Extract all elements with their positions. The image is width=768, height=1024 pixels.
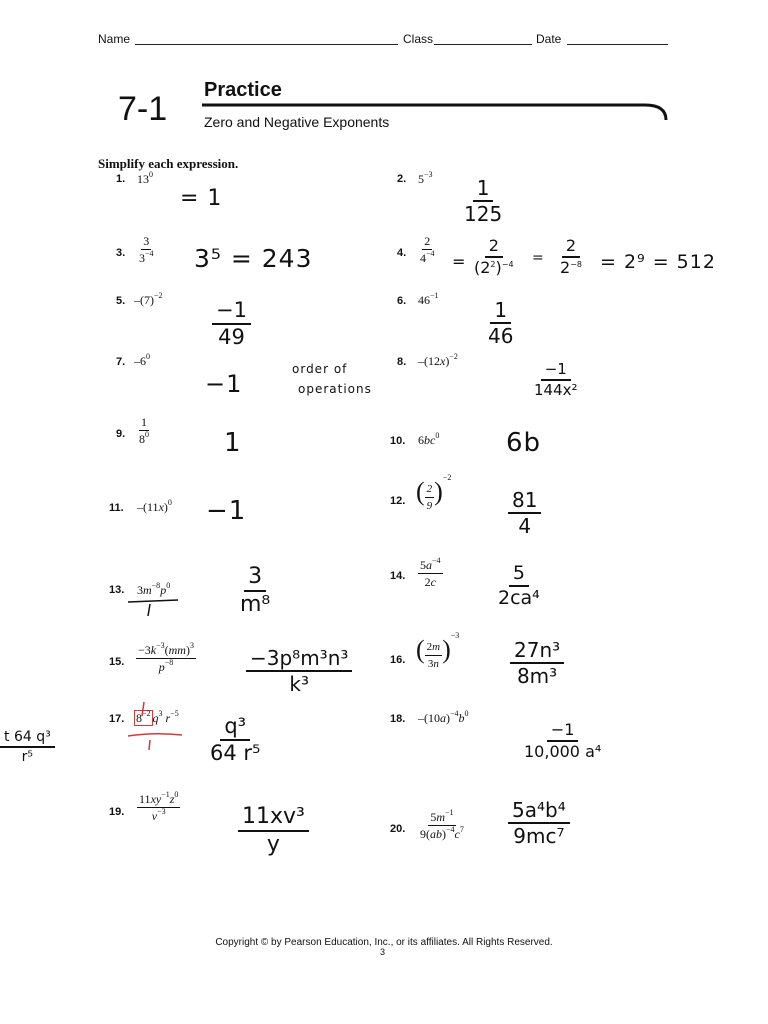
circled-term: $8^{-2}$ (136, 709, 151, 725)
problem-expression: ( $\frac{2m}{3n}$ )$^{-3}$ (416, 631, 460, 670)
answer-denominator: 64 r⁵ (210, 741, 261, 765)
date-label: Date (536, 32, 562, 46)
problem-number: 19. (109, 806, 125, 818)
handwritten-step: $\frac{2}{2^{-8}}$ (560, 236, 582, 277)
problem-expression: $\frac{11xy^{-1}z^0}{v^{-3}}$ (139, 790, 179, 823)
class-label: Class (403, 32, 434, 46)
handwritten-answer: 1 (224, 428, 242, 458)
answer-numerator: 81 (508, 490, 541, 514)
problem-expression: $-(11x)^0$ (137, 498, 172, 514)
problem-number: 5. (116, 295, 126, 307)
equals-sign: = (532, 250, 545, 266)
answer-denominator: m⁸ (240, 592, 271, 617)
problem-expression: ( $\frac{2}{9}$ )$^{-2}$ (416, 473, 452, 512)
problem-expression: $\frac{1}{8^0}$ (139, 415, 149, 446)
answer-denominator: 49 (218, 325, 245, 349)
problem-expression: $46^{-1}$ (418, 291, 439, 307)
red-correction-marks (126, 700, 188, 752)
handwritten-answer (238, 806, 309, 856)
handwritten-answer: = 2⁹ = 512 (600, 251, 716, 273)
problem-number: 1. (116, 173, 126, 185)
problem-number: 9. (116, 428, 126, 440)
answer-numerator: 3 (244, 566, 266, 592)
copyright-footer: Copyright © by Pearson Education, Inc., or its affiliates. All Rights Reserved. (215, 937, 553, 948)
handwritten-answer (484, 300, 517, 346)
answer-denominator: 10,000 a⁴ (524, 742, 602, 761)
handwritten-step: $\frac{2}{(2^2)^{-4}}$ (474, 236, 514, 277)
handwritten-answer (520, 722, 605, 760)
problem-number: 6. (397, 295, 407, 307)
problem-number: 15. (109, 656, 125, 668)
problem-number: 16. (390, 654, 406, 666)
instructions: Simplify each expression. (98, 156, 239, 171)
margin-denominator: r⁵ (21, 749, 34, 765)
problem-number: 10. (390, 435, 406, 447)
answer-denominator: 46 (488, 324, 514, 348)
problem-expression: $6bc^0$ (418, 431, 440, 447)
class-line (434, 44, 532, 45)
answer-numerator: −1 (547, 722, 579, 742)
problem-number: 20. (390, 823, 406, 835)
lesson-title: Practice (204, 79, 282, 101)
equals-sign: = (452, 252, 467, 271)
handwritten-answer (508, 800, 570, 846)
handwritten-answer (460, 178, 506, 224)
answer-numerator: q³ (220, 716, 250, 741)
problem-expression: $3m^{-8}p^0$ (137, 581, 171, 597)
problem-expression: $-(12x)^{-2}$ (418, 352, 458, 368)
problem-number: 7. (116, 356, 126, 368)
problem-number: 3. (116, 247, 126, 259)
handwritten-answer: −1 (206, 496, 247, 526)
handwritten-answer (510, 640, 564, 686)
answer-numerator: 1 (490, 300, 511, 324)
date-line (567, 44, 668, 45)
handwritten-answer: 6b (506, 428, 542, 458)
answer-denominator: 144x² (534, 381, 578, 399)
problem-number: 18. (390, 713, 406, 725)
answer-numerator: 5 (509, 564, 529, 587)
problem-expression: $-(10a)^{-4}b^0$ (418, 709, 469, 725)
problem-number: 4. (397, 247, 407, 259)
page-number: 3 (380, 947, 386, 957)
handwritten-answer (494, 564, 544, 608)
answer-numerator: −3p⁸m³n³ (246, 648, 352, 672)
name-line (135, 44, 398, 45)
problem-expression: $8^{-2}$ $q^3$ $r^{-5}$ (136, 709, 179, 725)
problem-number: 8. (397, 356, 407, 368)
problem-number: 14. (390, 570, 406, 582)
answer-denominator: 4 (518, 514, 532, 538)
answer-denominator: 8m³ (516, 664, 558, 688)
handwritten-answer (212, 300, 251, 348)
problem-expression: $5^{-3}$ (418, 170, 433, 186)
problem-expression: $\frac{-3k^{-3}(mm)^3}{p^{-8}}$ (138, 641, 194, 674)
handwritten-answer (508, 490, 541, 536)
handwritten-answer (236, 566, 274, 616)
handwritten-answer: = 1 (180, 186, 223, 211)
lesson-subtitle: Zero and Negative Exponents (204, 114, 390, 130)
problem-number: 2. (397, 173, 407, 185)
answer-denominator: 9mc⁷ (513, 824, 565, 848)
handwritten-answer: −1 (205, 370, 243, 398)
answer-numerator: 5a⁴b⁴ (508, 800, 570, 824)
problem-expression: $-(7)^{-2}$ (134, 291, 163, 307)
problem-expression: $\frac{5a^{-4}}{2c}$ (420, 556, 441, 589)
handwritten-note: operations (298, 382, 372, 396)
handwritten-answer (530, 362, 582, 398)
handwritten-answer (246, 648, 352, 694)
problem-expression: $13^0$ (137, 170, 153, 186)
problem-expression: $-6^0$ (134, 352, 150, 368)
margin-note (0, 730, 55, 764)
name-label: Name (98, 32, 131, 46)
handwritten-note: order of (292, 362, 348, 376)
problem-number: 11. (109, 502, 124, 514)
margin-numerator: t 64 q³ (0, 730, 55, 748)
answer-numerator: −1 (541, 362, 571, 381)
answer-numerator: −1 (212, 300, 251, 325)
problem-number: 12. (390, 495, 406, 507)
problem-expression: $\frac{2}{4^{-4}}$ (420, 234, 435, 265)
answer-numerator: 11xv³ (238, 806, 309, 832)
problem-expression: $\frac{5m^{-1}}{9(ab)^{-4}c^7}$ (420, 808, 464, 841)
answer-denominator: y (266, 832, 280, 857)
lesson-number: 7-1 (118, 90, 168, 128)
answer-denominator: k³ (289, 672, 309, 696)
answer-denominator: 2ca⁴ (498, 587, 540, 609)
answer-numerator: 27n³ (510, 640, 564, 664)
handwritten-answer: 3⁵ = 243 (194, 244, 313, 273)
answer-denominator: 125 (464, 202, 503, 226)
problem-number: 13. (109, 584, 125, 596)
handwritten-answer (206, 716, 264, 764)
problem-number: 17. (109, 713, 125, 725)
answer-numerator: 1 (473, 178, 494, 202)
handwritten-fraction-mark (126, 596, 186, 618)
problem-expression: $\frac{3}{3^{-4}}$ (139, 234, 154, 265)
